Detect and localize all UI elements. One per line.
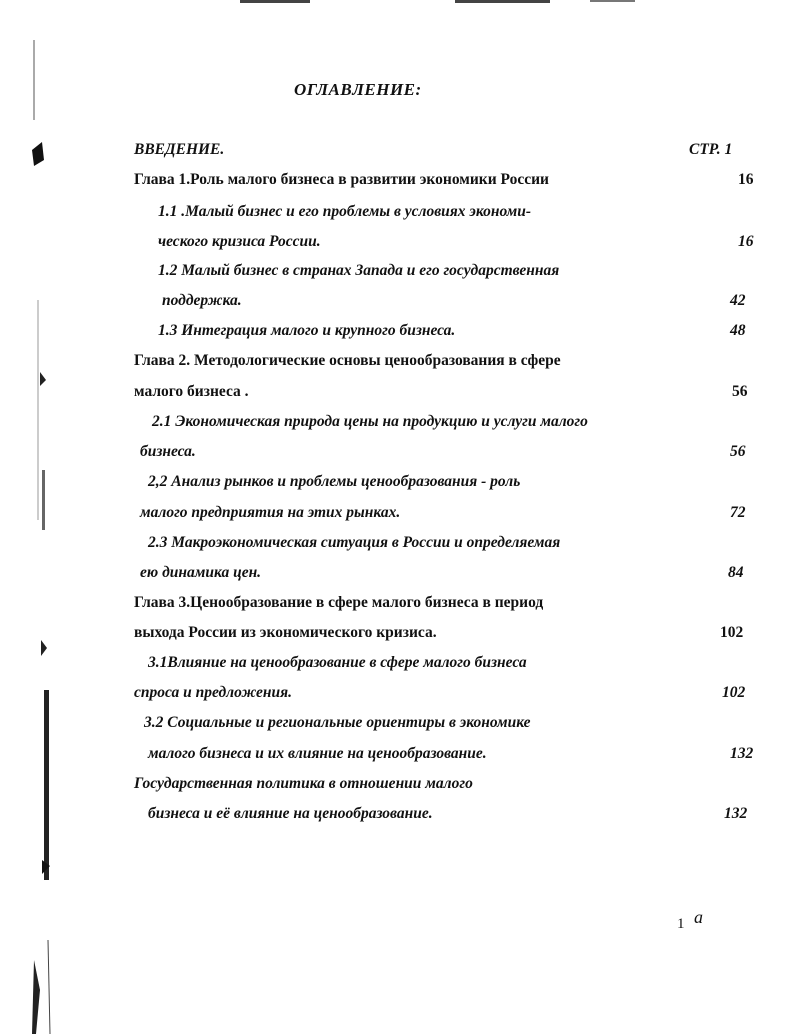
- toc-entry-state-policy-b: бизнеса и её влияние на ценообразование.: [148, 805, 433, 822]
- toc-entry-2-2-b: малого предприятия на этих рынках.: [140, 504, 401, 521]
- toc-page-2-1: 56: [730, 443, 746, 460]
- toc-page-chapter-3: 102: [720, 624, 744, 641]
- toc-page-introduction: СТР. 1: [689, 141, 733, 158]
- toc-page-chapter-2: 56: [732, 383, 748, 400]
- toc-entry-1-3: 1.3 Интеграция малого и крупного бизнеса.: [158, 322, 456, 339]
- toc-page-1-1: 16: [738, 233, 754, 250]
- toc-entry-3-1-b: спроса и предложения.: [134, 684, 292, 701]
- toc-entry-2-1-b: бизнеса.: [140, 443, 196, 460]
- toc-entry-1-2-a: 1.2 Малый бизнес в странах Запада и его государственная: [158, 262, 560, 279]
- toc-entry-chapter-3-a: Глава 3.Ценообразование в сфере малого бизнеса в период: [134, 594, 544, 611]
- scan-artifact-left-edge: [28, 0, 58, 1034]
- toc-entry-1-1-a: 1.1 .Малый бизнес и его проблемы в условиях экономи-: [158, 203, 531, 220]
- toc-page-1-3: 48: [730, 322, 746, 339]
- page-number: 1: [677, 916, 685, 932]
- toc-entry-1-2-b: поддержка.: [162, 292, 242, 309]
- toc-entry-2-3-a: 2.3 Макроэкономическая ситуация в России и определяемая: [148, 534, 561, 551]
- toc-entry-chapter-1: Глава 1.Роль малого бизнеса в развитии экономики России: [134, 171, 549, 188]
- toc-entry-2-3-b: ею динамика цен.: [140, 564, 262, 581]
- handwritten-mark: a: [694, 907, 703, 927]
- toc-entry-chapter-2-b: малого бизнеса .: [134, 383, 249, 400]
- toc-page-2-3: 84: [728, 564, 744, 581]
- toc-entry-3-1-a: 3.1Влияние на ценообразование в сфере малого бизнеса: [148, 654, 527, 671]
- document-title: ОГЛАВЛЕНИЕ:: [294, 80, 422, 99]
- toc-entry-3-2-a: 3.2 Социальные и региональные ориентиры в экономике: [144, 714, 531, 731]
- toc-page-1-2: 42: [730, 292, 746, 309]
- toc-entry-2-1-a: 2.1 Экономическая природа цены на продукцию и услуги малого: [152, 413, 588, 430]
- toc-page-2-2: 72: [730, 504, 746, 521]
- toc-entry-chapter-2-a: Глава 2. Методологические основы ценообразования в сфере: [134, 352, 561, 369]
- toc-page-state-policy: 132: [724, 805, 748, 822]
- toc-entry-chapter-3-b: выхода России из экономического кризиса.: [134, 624, 437, 641]
- toc-entry-3-2-b: малого бизнеса и их влияние на ценообразование.: [148, 745, 487, 762]
- toc-entry-1-1-b: ческого кризиса России.: [158, 233, 321, 250]
- toc-page-chapter-1: 16: [738, 171, 754, 188]
- toc-entry-introduction: ВВЕДЕНИЕ.: [134, 141, 225, 158]
- toc-page-3-2: 132: [730, 745, 754, 762]
- toc-page-3-1: 102: [722, 684, 746, 701]
- scan-artifact-top: [0, 0, 799, 8]
- toc-entry-2-2-a: 2,2 Анализ рынков и проблемы ценообразования - роль: [148, 473, 521, 490]
- toc-entry-state-policy-a: Государственная политика в отношении малого: [134, 775, 473, 792]
